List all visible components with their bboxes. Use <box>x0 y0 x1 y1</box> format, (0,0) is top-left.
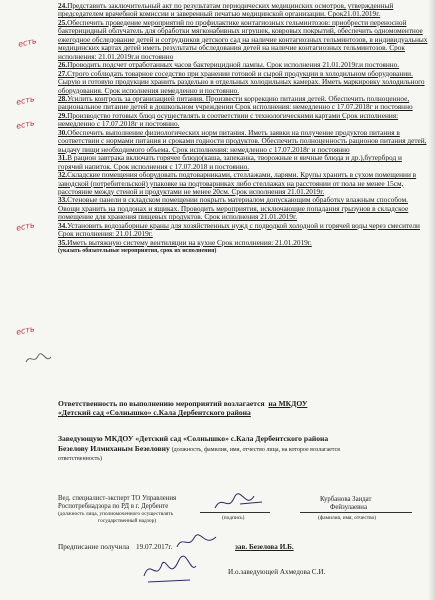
item-number: 33. <box>58 195 68 205</box>
head-line1: Заведующую МКДОУ «Детский сад «Солнышко» с.Кала Дербентского района <box>58 434 329 443</box>
head-block <box>58 434 428 465</box>
inspector-sign-note: (подпись) <box>222 515 245 521</box>
responsibility-block <box>58 399 428 418</box>
prescription-item <box>58 154 428 171</box>
item-text: Стеновые панели в складском помещении покрыть материалом допускающим обработку влажным способом. Овощи хранить на поддонах и ящиках. Проводить мероприятия, исключающие попадания грызунов в складское помещение для хранения пищевых продуктов. Срок исполнения 21.01.2019г. <box>58 195 409 222</box>
inspector-line1: Вед. специалист-эксперт ТО Управления <box>58 495 177 502</box>
margin-note-2: есть <box>15 94 36 107</box>
item-text: Усилить контроль за организацией питания. Произвести коррекцию питания детей. Обеспечить полноценное, рациональное питание детей в дошкольном учреждении Срок исполнения: немедленно с 17.07.2018г и постоянно <box>58 93 413 112</box>
item-number: 24. <box>58 1 68 10</box>
received-date: 19.07.2017г. <box>136 543 173 551</box>
prescription-item <box>58 70 428 95</box>
item-text: Складские помещения оборудовать подтоварниками, стеллажами, ларями. Крупы хранить в сухом помещении в заводской (потребительской) упаковке на подтоварниках либо стеллажах на расстоянии от пола не менее 15см, расстояние между стеной и продуктами не менее 20см. Срок исполнения 21.01.2019г. <box>58 170 417 196</box>
received-signature <box>174 532 220 552</box>
item-text: Представить заключительный акт по результатам периодических медицинских осмотров, утвержденный председателем врачебной комиссии и заверенный печатью медицинской организации. Срок21.01.2019г. <box>58 1 394 19</box>
responsibility-org-short: на МКДОУ <box>268 399 308 408</box>
margin-note-3: есть <box>15 118 36 131</box>
item-text: Обеспечить выполнение физиологических норм питания. Иметь заявки на получение продуктов питания в соответствии с нормами питания и сроками годности продуктов. Обеспечить полноценность рационов питания детей, выдачу пищи необходимого объема. Срок исполнения: немедленно с 17.07.2018г и постоянно <box>58 127 427 154</box>
item-number: 32. <box>58 170 68 180</box>
prescription-items <box>58 2 428 256</box>
item-number: 26. <box>58 60 68 70</box>
item-text: Установить водозаборные краны для хозяйственных нужд с подводкой холодной и горячей воды через смесители Срок исполнения: 21.01.2019г. <box>58 220 420 239</box>
acting-head-signature <box>140 554 200 586</box>
scan-edge-shadow <box>428 0 436 600</box>
responsibility-org-line: «Детский сад «Солнышко» с.Кала Дербентского района <box>58 408 251 418</box>
item-text: В рацион завтрака включать горячее блюдо(каша, запеканка, творожные и яичные блюда и др.),бутерброд и горячий напиток. Срок исполнения с 17.07.2018 и постоянно. <box>58 153 402 171</box>
item-number: 28. <box>58 93 68 103</box>
margin-note-4: есть <box>15 220 36 233</box>
items-note: (указать обязательные мероприятия, срок их исполнения) <box>58 248 217 255</box>
head-note: (должность, фамилия, имя, отчество лица, на которое возлагается <box>171 446 340 453</box>
inspector-note1: (должность лица, уполномоченного осуществлять <box>58 511 174 518</box>
responsibility-prefix: Ответственность по выполнению мероприятий возлагается <box>58 399 265 408</box>
inspector-fio1: Курбанова Заидат <box>320 496 372 503</box>
item-text: Обеспечить проведение мероприятий по профилактике контагиозных гельминтозов: приобрести переносной бактерицидный облучатель для обработки мягконабивных игрушек, ковровых покрытий, обеспечить одномоментное ежегодное обследование детей и сотрудников детского сад на наличие контагиозных гельминтозов, в индивидуальных медицинских картах детей иметь результаты обследования детей на наличие контагиозных гельминтозов. Срок исполнения: 21.01.2019г.и постоянно <box>58 17 428 61</box>
inspector-fio-note: (фамилия, имя, отчество) <box>318 515 377 521</box>
item-number: 30. <box>58 127 68 137</box>
item-number: 31. <box>58 153 68 163</box>
received-label: Предписание получила <box>58 543 130 551</box>
inspector-line2: Роспотребнадзора по РД в г. Дербенте <box>58 503 169 511</box>
prescription-item <box>58 222 428 239</box>
prescription-item <box>58 196 428 221</box>
prescription-item <box>58 239 428 247</box>
item-text: Строго соблюдать товарное соседство при хранении готовой и сырой продукции в холодильном оборудовании. Сырую и готовую продукции хранить раздельно в отдельных холодильных камерах. Иметь маркировку холодильного оборудования. Срок исполнения немедленно и постоянно. <box>58 68 425 95</box>
inspector-fio <box>320 496 372 512</box>
prescription-item <box>58 171 428 196</box>
received-role: зав. Безелова И.Б. <box>235 543 294 551</box>
head-name: Безелову Илмиханым Безеловну <box>58 443 170 453</box>
item-number: 35. <box>58 237 68 247</box>
item-number: 34. <box>58 220 68 230</box>
inspector-position <box>58 495 198 524</box>
margin-scribble <box>24 352 54 366</box>
prescription-item <box>58 112 428 129</box>
margin-note-5: есть <box>15 324 36 337</box>
margin-note-1: есть <box>17 36 38 49</box>
inspector-sign-line <box>200 512 270 513</box>
item-number: 25. <box>58 17 68 27</box>
prescription-item <box>58 129 428 154</box>
inspector-note2: государственный надзор) <box>98 517 157 524</box>
prescription-item <box>58 19 428 61</box>
acting-head: И.о.заведующей Ахмедова С.И. <box>228 568 326 576</box>
fio-line <box>300 512 412 513</box>
head-note2: ответственность) <box>58 456 103 463</box>
item-text: Проводить подсчет отработанных часов бактерицидной лампы. Срок исполнения 21.01.2019г.и постоянно. <box>67 60 400 70</box>
prescription-item <box>58 2 428 19</box>
item-text: Иметь вытяжную систему вентиляции на кухне Срок исполнения: 21.01.2019г. <box>67 237 312 247</box>
item-number: 29. <box>58 110 68 120</box>
prescription-item <box>58 95 428 112</box>
item-text: Производство готовых блюд осуществлять в соответствии с технологическими картами Срок исполнения: немедленно с 17.07.2018г и постоянно. <box>58 110 399 129</box>
inspector-fio2: Фейзулаевна <box>330 504 367 512</box>
item-number: 27. <box>58 68 68 78</box>
